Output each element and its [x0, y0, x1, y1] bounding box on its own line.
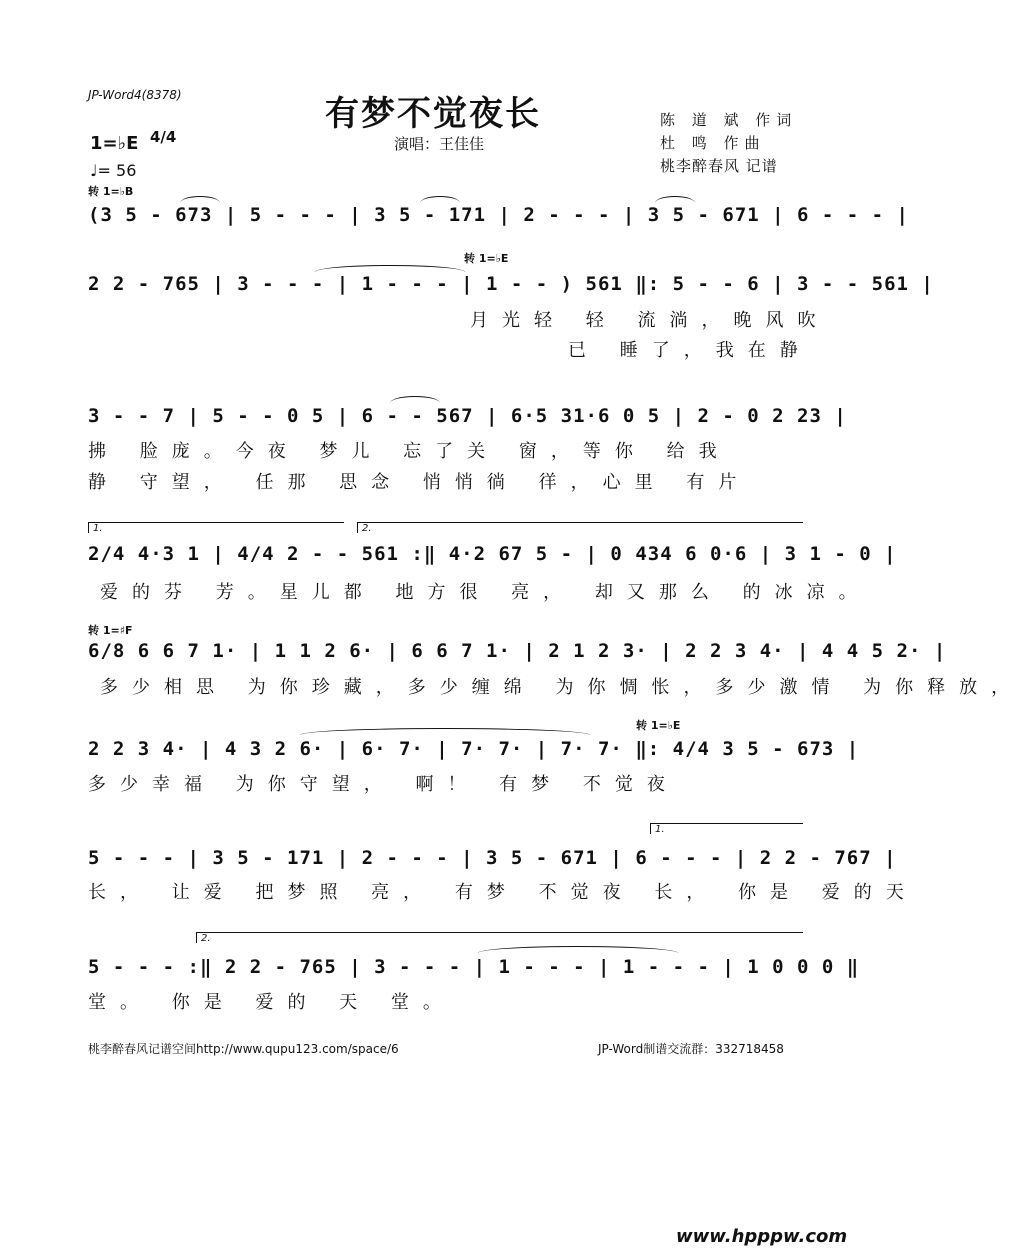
score-line-8: 5 - - - :‖ 2 2 - 765 | 3 - - - | 1 - - - | 1 - - - | 1 0 0 0 ‖ — [88, 956, 860, 978]
key-signature: 1=♭E — [90, 133, 139, 154]
lyric-line: 长， 让爱 把梦照 亮， 有梦 不觉夜 长， 你是 爱的天 — [88, 882, 918, 903]
triplet-slur — [420, 196, 460, 203]
singer-credit: 演唱：王佳佳 — [394, 135, 485, 153]
volta-bracket-1: 1. — [650, 823, 803, 834]
lyric-line: 多少相思 为你珍藏，多少缠绵 为你惆怅，多少激情 为你释放， — [100, 677, 1023, 698]
volta-bracket-2: 2. — [357, 522, 803, 533]
lyric-line: 静 守望， 任那 思念 悄悄徜 徉，心里 有片 — [88, 472, 751, 493]
score-line-7: 5 - - - | 3 5 - 171 | 2 - - - | 3 5 - 671 | 6 - - - | 2 2 - 767 | — [88, 847, 897, 869]
triplet-slur — [655, 196, 695, 203]
source-label: JP-Word4(8378) — [88, 88, 182, 102]
tie-slur — [315, 265, 465, 272]
volta-bracket-2: 2. — [196, 932, 803, 943]
triplet-slur — [390, 396, 440, 403]
footer-right: JP-Word制谱交流群：332718458 — [598, 1042, 784, 1056]
score-line-5: 6/8 6 6 7 1· | 1 1 2 6· | 6 6 7 1· | 2 1 2 3· | 2 2 3 4· | 4 4 5 2· | — [88, 640, 947, 662]
lyric-line: 已 睡了，我在静 — [568, 340, 812, 361]
modulation-mark: 转 1=♭B — [88, 185, 134, 198]
modulation-mark: 转 1=♭E — [464, 252, 509, 265]
lyric-line: 爱的芬 芳。星儿都 地方很 亮， 却又那么 的冰凉。 — [100, 582, 871, 603]
lyric-line: 月光轻 轻 流淌，晚风吹 — [470, 310, 830, 331]
score-line-3: 3 - - 7 | 5 - - 0 5 | 6 - - 567 | 6·5 31·6 0 5 | 2 - 0 2 23 | — [88, 405, 847, 427]
lyric-line: 堂。 你是 爱的 天 堂。 — [88, 992, 455, 1013]
volta-bracket-1: 1. — [88, 522, 344, 533]
modulation-mark: 转 1=♯F — [88, 624, 133, 637]
lyric-line: 拂 脸庞。今夜 梦儿 忘了关 窗，等你 给我 — [88, 441, 731, 462]
transcriber-credit: 桃李醉春风 记谱 — [660, 157, 778, 175]
footer-left: 桃李醉春风记谱空间http://www.qupu123.com/space/6 — [88, 1042, 399, 1056]
tie-slur — [300, 728, 590, 735]
page-title: 有梦不觉夜长 — [325, 94, 541, 134]
watermark: www.hpppw.com — [676, 1226, 848, 1247]
score-line-2: 2 2 - 765 | 3 - - - | 1 - - - | 1 - - ) 561 ‖: 5 - - 6 | 3 - - 561 | — [88, 273, 934, 295]
score-line-1: (3 5 - 673 | 5 - - - | 3 5 - 171 | 2 - - - | 3 5 - 671 | 6 - - - | — [88, 204, 909, 226]
composer-credit: 杜 鸣 作曲 — [660, 134, 766, 152]
score-line-4: 2/4 4·3 1 | 4/4 2 - - 561 :‖ 4·2 67 5 - | 0 434 6 0·6 | 3 1 - 0 | — [88, 543, 897, 565]
modulation-mark: 转 1=♭E — [636, 719, 681, 732]
score-line-6: 2 2 3 4· | 4 3 2 6· | 6· 7· | 7· 7· | 7· 7· ‖: 4/4 3 5 - 673 | — [88, 738, 860, 760]
tie-slur — [478, 946, 678, 953]
lyric-line: 多少幸福 为你守望， 啊！ 有梦 不觉夜 — [88, 774, 679, 795]
triplet-slur — [180, 196, 220, 203]
time-signature: 4/4 — [150, 128, 177, 146]
lyricist-credit: 陈 道 斌 作词 — [660, 111, 798, 129]
tempo-marking: ♩= 56 — [90, 161, 137, 180]
